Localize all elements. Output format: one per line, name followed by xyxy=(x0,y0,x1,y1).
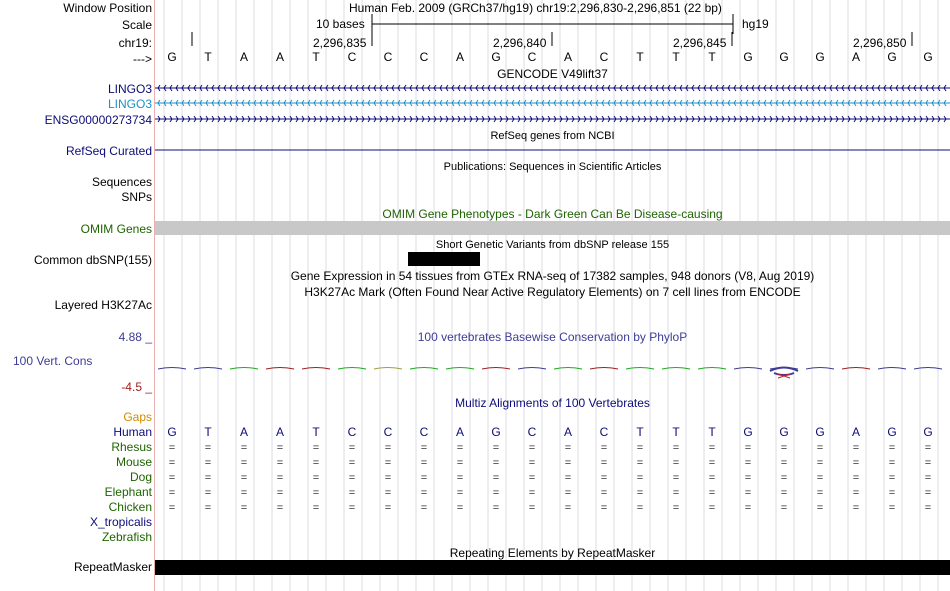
multiz-match-mark: = xyxy=(780,487,788,499)
multiz-match-mark: = xyxy=(420,502,428,514)
ruler-position-4: 2,296,850 xyxy=(853,36,907,50)
multiz-match-mark: = xyxy=(600,472,608,484)
phylop-mark xyxy=(842,368,870,370)
sequence-base-16: T xyxy=(708,50,716,64)
refseq-label[interactable]: RefSeq Curated xyxy=(65,144,152,158)
chrom-label: chr19: xyxy=(118,36,152,50)
multiz-match-mark: = xyxy=(492,472,500,484)
multiz-match-mark: = xyxy=(276,472,284,484)
multiz-match-mark: = xyxy=(636,442,644,454)
human-base-14: T xyxy=(636,425,644,439)
multiz-match-mark: = xyxy=(312,487,320,499)
sequence-base-7: C xyxy=(383,50,393,64)
multiz-match-mark: = xyxy=(672,487,680,499)
multiz-match-mark: = xyxy=(744,457,752,469)
multiz-match-mark: = xyxy=(348,457,356,469)
multiz-match-mark: = xyxy=(564,457,572,469)
multiz-match-mark: = xyxy=(240,502,248,514)
multiz-match-mark: = xyxy=(492,502,500,514)
multiz-match-mark: = xyxy=(708,472,716,484)
phylop-mark xyxy=(518,368,546,370)
repeatmasker-title[interactable]: Repeating Elements by RepeatMasker xyxy=(449,546,656,560)
omim-title[interactable]: OMIM Gene Phenotypes - Dark Green Can Be Disease-causing xyxy=(382,207,723,221)
phylop-mark xyxy=(266,368,294,370)
multiz-match-mark: = xyxy=(564,472,572,484)
human-base-2: T xyxy=(204,425,212,439)
sequence-base-20: A xyxy=(851,50,860,64)
dbsnp-variant-block[interactable] xyxy=(408,252,480,266)
multiz-match-mark: = xyxy=(528,457,536,469)
multiz-match-mark: = xyxy=(564,487,572,499)
phylop-mark xyxy=(374,368,402,370)
sequence-base-6: C xyxy=(347,50,357,64)
multiz-match-mark: = xyxy=(708,502,716,514)
multiz-match-mark: = xyxy=(816,457,824,469)
sequence-base-10: G xyxy=(491,50,501,64)
phylop-mark xyxy=(482,368,510,370)
phylop-mark xyxy=(410,368,438,370)
multiz-match-mark: = xyxy=(276,457,284,469)
sequence-base-14: T xyxy=(636,50,644,64)
human-base-15: T xyxy=(672,425,680,439)
window-position-label: Window Position xyxy=(63,1,152,15)
multiz-species-label-elephant[interactable]: Elephant xyxy=(104,485,152,499)
human-base-3: A xyxy=(239,425,248,439)
phylop-signal[interactable] xyxy=(155,362,950,378)
gtex-title[interactable]: Gene Expression in 54 tissues from GTEx RNA-seq of 17382 samples, 948 donors (V8, Aug 2019) xyxy=(290,269,815,283)
multiz-match-mark: = xyxy=(852,502,860,514)
gene-track-ensg00000273734[interactable] xyxy=(155,114,950,124)
multiz-human-label[interactable]: Human xyxy=(113,425,152,439)
multiz-match-mark: = xyxy=(600,502,608,514)
multiz-match-mark: = xyxy=(924,472,932,484)
multiz-match-mark: = xyxy=(276,502,284,514)
multiz-match-mark: = xyxy=(348,502,356,514)
sequence-base-9: A xyxy=(455,50,464,64)
multiz-match-mark: = xyxy=(852,457,860,469)
phylop-mark xyxy=(554,368,582,370)
multiz-match-mark: = xyxy=(924,457,932,469)
human-base-13: C xyxy=(599,425,609,439)
multiz-match-mark: = xyxy=(924,502,932,514)
scale-label: Scale xyxy=(121,18,152,32)
phylop-title[interactable]: 100 vertebrates Basewise Conservation by PhyloP xyxy=(417,330,688,344)
phylop-mark xyxy=(338,368,366,370)
strand-label: ---> xyxy=(133,52,152,66)
multiz-match-mark: = xyxy=(708,457,716,469)
multiz-match-mark: = xyxy=(816,442,824,454)
multiz-match-mark: = xyxy=(816,502,824,514)
phylop-mark xyxy=(914,368,942,370)
phylop-mark xyxy=(806,368,834,370)
sequence-base-2: T xyxy=(204,50,212,64)
sequence-base-4: A xyxy=(275,50,284,64)
multiz-match-mark: = xyxy=(852,472,860,484)
human-base-9: A xyxy=(455,425,464,439)
multiz-match-mark: = xyxy=(276,487,284,499)
phylop-mark xyxy=(230,368,258,370)
multiz-match-mark: = xyxy=(672,502,680,514)
phylop-mark xyxy=(734,368,762,370)
multiz-match-mark: = xyxy=(636,472,644,484)
multiz-match-mark: = xyxy=(312,502,320,514)
multiz-match-mark: = xyxy=(528,472,536,484)
human-base-1: G xyxy=(167,425,177,439)
multiz-match-mark: = xyxy=(852,487,860,499)
gene-label-ensg00000273734[interactable]: ENSG00000273734 xyxy=(44,113,152,127)
multiz-match-mark: = xyxy=(384,457,392,469)
multiz-match-mark: = xyxy=(636,457,644,469)
human-base-4: A xyxy=(275,425,284,439)
h3k27ac-label[interactable]: Layered H3K27Ac xyxy=(54,298,152,312)
multiz-match-mark: = xyxy=(528,502,536,514)
multiz-match-mark: = xyxy=(420,457,428,469)
phylop-mark xyxy=(194,368,222,370)
multiz-match-mark: = xyxy=(780,472,788,484)
omim-label[interactable]: OMIM Genes xyxy=(80,222,152,236)
repeatmasker-element-bar[interactable] xyxy=(155,560,950,575)
sequence-base-15: T xyxy=(672,50,680,64)
window-position-value: Human Feb. 2009 (GRCh37/hg19) chr19:2,296,830-2,296,851 (22 bp) xyxy=(349,1,722,15)
human-base-20: A xyxy=(851,425,860,439)
human-base-16: T xyxy=(708,425,716,439)
phylop-mark xyxy=(158,368,186,370)
gene-label-lingo3[interactable]: LINGO3 xyxy=(107,82,152,96)
scale-text: 10 bases xyxy=(316,17,365,31)
dbsnp-label[interactable]: Common dbSNP(155) xyxy=(33,253,152,267)
sequence-base-19: G xyxy=(815,50,825,64)
gene-track-lingo3[interactable] xyxy=(155,83,950,93)
multiz-match-mark: = xyxy=(348,472,356,484)
sequence-base-11: C xyxy=(527,50,537,64)
multiz-match-mark: = xyxy=(456,487,464,499)
multiz-match-mark: = xyxy=(888,457,896,469)
human-base-11: C xyxy=(527,425,537,439)
human-base-10: G xyxy=(491,425,501,439)
refseq-title[interactable]: RefSeq genes from NCBI xyxy=(490,130,615,142)
multiz-match-mark: = xyxy=(924,487,932,499)
phylop-highlight-mark xyxy=(770,368,798,376)
multiz-match-mark: = xyxy=(888,442,896,454)
multiz-match-mark: = xyxy=(168,487,176,499)
multiz-species-label-dog[interactable]: Dog xyxy=(129,470,152,484)
phylop-mark xyxy=(662,368,690,370)
phylop-mark xyxy=(446,368,474,370)
multiz-match-mark: = xyxy=(240,442,248,454)
ruler-position-2: 2,296,840 xyxy=(493,36,547,50)
ruler-position-3: 2,296,845 xyxy=(673,36,727,50)
omim-gene-bar[interactable] xyxy=(155,221,950,235)
multiz-species-label-chicken[interactable]: Chicken xyxy=(108,500,152,514)
multiz-species-label-x_tropicalis[interactable]: X_tropicalis xyxy=(89,515,152,529)
sequence-base-21: G xyxy=(887,50,897,64)
multiz-match-mark: = xyxy=(456,457,464,469)
multiz-match-mark: = xyxy=(240,457,248,469)
sequence-base-5: T xyxy=(312,50,320,64)
multiz-match-mark: = xyxy=(240,487,248,499)
multiz-match-mark: = xyxy=(636,487,644,499)
sequence-base-3: A xyxy=(239,50,248,64)
multiz-match-mark: = xyxy=(600,487,608,499)
multiz-match-mark: = xyxy=(420,487,428,499)
multiz-match-mark: = xyxy=(744,487,752,499)
multiz-match-mark: = xyxy=(780,457,788,469)
multiz-match-mark: = xyxy=(384,502,392,514)
dbsnp-title[interactable]: Short Genetic Variants from dbSNP release 155 xyxy=(435,239,670,251)
multiz-match-mark: = xyxy=(456,442,464,454)
multiz-match-mark: = xyxy=(744,442,752,454)
ruler-position-1: 2,296,835 xyxy=(313,36,367,50)
multiz-match-mark: = xyxy=(564,442,572,454)
multiz-match-mark: = xyxy=(456,502,464,514)
multiz-match-mark: = xyxy=(708,487,716,499)
multiz-match-mark: = xyxy=(528,442,536,454)
multiz-match-mark: = xyxy=(744,472,752,484)
multiz-match-mark: = xyxy=(780,502,788,514)
sequence-base-17: G xyxy=(743,50,753,64)
multiz-match-mark: = xyxy=(348,442,356,454)
human-base-6: C xyxy=(347,425,357,439)
multiz-title[interactable]: Multiz Alignments of 100 Vertebrates xyxy=(455,396,650,410)
human-base-18: G xyxy=(779,425,789,439)
human-base-8: C xyxy=(419,425,429,439)
phylop-mark xyxy=(302,368,330,370)
human-base-19: G xyxy=(815,425,825,439)
multiz-match-mark: = xyxy=(888,487,896,499)
human-base-21: G xyxy=(887,425,897,439)
phylop-mark xyxy=(626,368,654,370)
multiz-match-mark: = xyxy=(384,442,392,454)
multiz-match-mark: = xyxy=(384,487,392,499)
multiz-match-mark: = xyxy=(420,442,428,454)
multiz-species-label-rhesus[interactable]: Rhesus xyxy=(111,440,152,454)
multiz-match-mark: = xyxy=(204,442,212,454)
human-base-22: G xyxy=(923,425,933,439)
multiz-match-mark: = xyxy=(672,442,680,454)
multiz-match-mark: = xyxy=(276,442,284,454)
scale-bar xyxy=(371,14,736,34)
sequence-base-1: G xyxy=(167,50,177,64)
gencode-title[interactable]: GENCODE V49lift37 xyxy=(497,67,608,81)
multiz-species-label-mouse[interactable]: Mouse xyxy=(115,455,152,469)
publications-snps-label[interactable]: SNPs xyxy=(121,190,152,204)
phylop-max-label: 4.88 _ xyxy=(118,330,152,344)
multiz-match-mark: = xyxy=(348,487,356,499)
phylop-min-label: -4.5 _ xyxy=(121,380,152,394)
phylop-mark xyxy=(590,368,618,370)
sequence-base-8: C xyxy=(419,50,429,64)
multiz-species-label-zebrafish[interactable]: Zebrafish xyxy=(101,530,152,544)
human-base-7: C xyxy=(383,425,393,439)
multiz-match-mark: = xyxy=(204,472,212,484)
publications-sequences-label[interactable]: Sequences xyxy=(91,175,152,189)
multiz-match-mark: = xyxy=(204,502,212,514)
multiz-match-mark: = xyxy=(564,502,572,514)
refseq-track-line[interactable] xyxy=(155,146,950,154)
multiz-match-mark: = xyxy=(744,502,752,514)
publications-title[interactable]: Publications: Sequences in Scientific Articles xyxy=(443,161,662,173)
multiz-match-mark: = xyxy=(672,457,680,469)
multiz-match-mark: = xyxy=(924,442,932,454)
sequence-base-12: A xyxy=(563,50,572,64)
gene-track-lingo3-alt[interactable] xyxy=(155,98,950,108)
multiz-match-mark: = xyxy=(492,457,500,469)
multiz-match-mark: = xyxy=(168,457,176,469)
multiz-match-mark: = xyxy=(852,442,860,454)
multiz-match-mark: = xyxy=(492,442,500,454)
multiz-match-mark: = xyxy=(528,487,536,499)
gene-label-lingo3-alt[interactable]: LINGO3 xyxy=(107,97,152,111)
multiz-match-mark: = xyxy=(888,502,896,514)
multiz-match-mark: = xyxy=(816,487,824,499)
multiz-match-mark: = xyxy=(888,472,896,484)
multiz-match-mark: = xyxy=(240,472,248,484)
sequence-base-13: C xyxy=(599,50,609,64)
human-base-12: A xyxy=(563,425,572,439)
multiz-gaps-label[interactable]: Gaps xyxy=(123,410,152,424)
multiz-match-mark: = xyxy=(636,502,644,514)
phylop-label[interactable]: 100 Vert. Cons xyxy=(13,354,93,368)
sequence-base-18: G xyxy=(779,50,789,64)
phylop-mark xyxy=(878,368,906,370)
h3k27ac-title[interactable]: H3K27Ac Mark (Often Found Near Active Regulatory Elements) on 7 cell lines from ENCODE xyxy=(304,285,801,299)
multiz-match-mark: = xyxy=(780,442,788,454)
multiz-match-mark: = xyxy=(312,472,320,484)
multiz-match-mark: = xyxy=(492,487,500,499)
sequence-base-22: G xyxy=(923,50,933,64)
multiz-match-mark: = xyxy=(600,457,608,469)
multiz-match-mark: = xyxy=(384,472,392,484)
human-base-17: G xyxy=(743,425,753,439)
multiz-match-mark: = xyxy=(600,442,608,454)
multiz-match-mark: = xyxy=(816,472,824,484)
multiz-match-mark: = xyxy=(168,442,176,454)
multiz-match-mark: = xyxy=(312,457,320,469)
multiz-match-mark: = xyxy=(708,442,716,454)
repeatmasker-label[interactable]: RepeatMasker xyxy=(73,560,152,574)
multiz-match-mark: = xyxy=(204,487,212,499)
multiz-match-mark: = xyxy=(204,457,212,469)
ruler-ticks xyxy=(155,32,950,52)
multiz-match-mark: = xyxy=(312,442,320,454)
human-base-5: T xyxy=(312,425,320,439)
multiz-match-mark: = xyxy=(168,502,176,514)
scale-assembly: hg19 xyxy=(742,17,769,31)
multiz-match-mark: = xyxy=(672,472,680,484)
phylop-mark xyxy=(698,368,726,370)
multiz-match-mark: = xyxy=(168,472,176,484)
multiz-match-mark: = xyxy=(456,472,464,484)
multiz-match-mark: = xyxy=(420,472,428,484)
